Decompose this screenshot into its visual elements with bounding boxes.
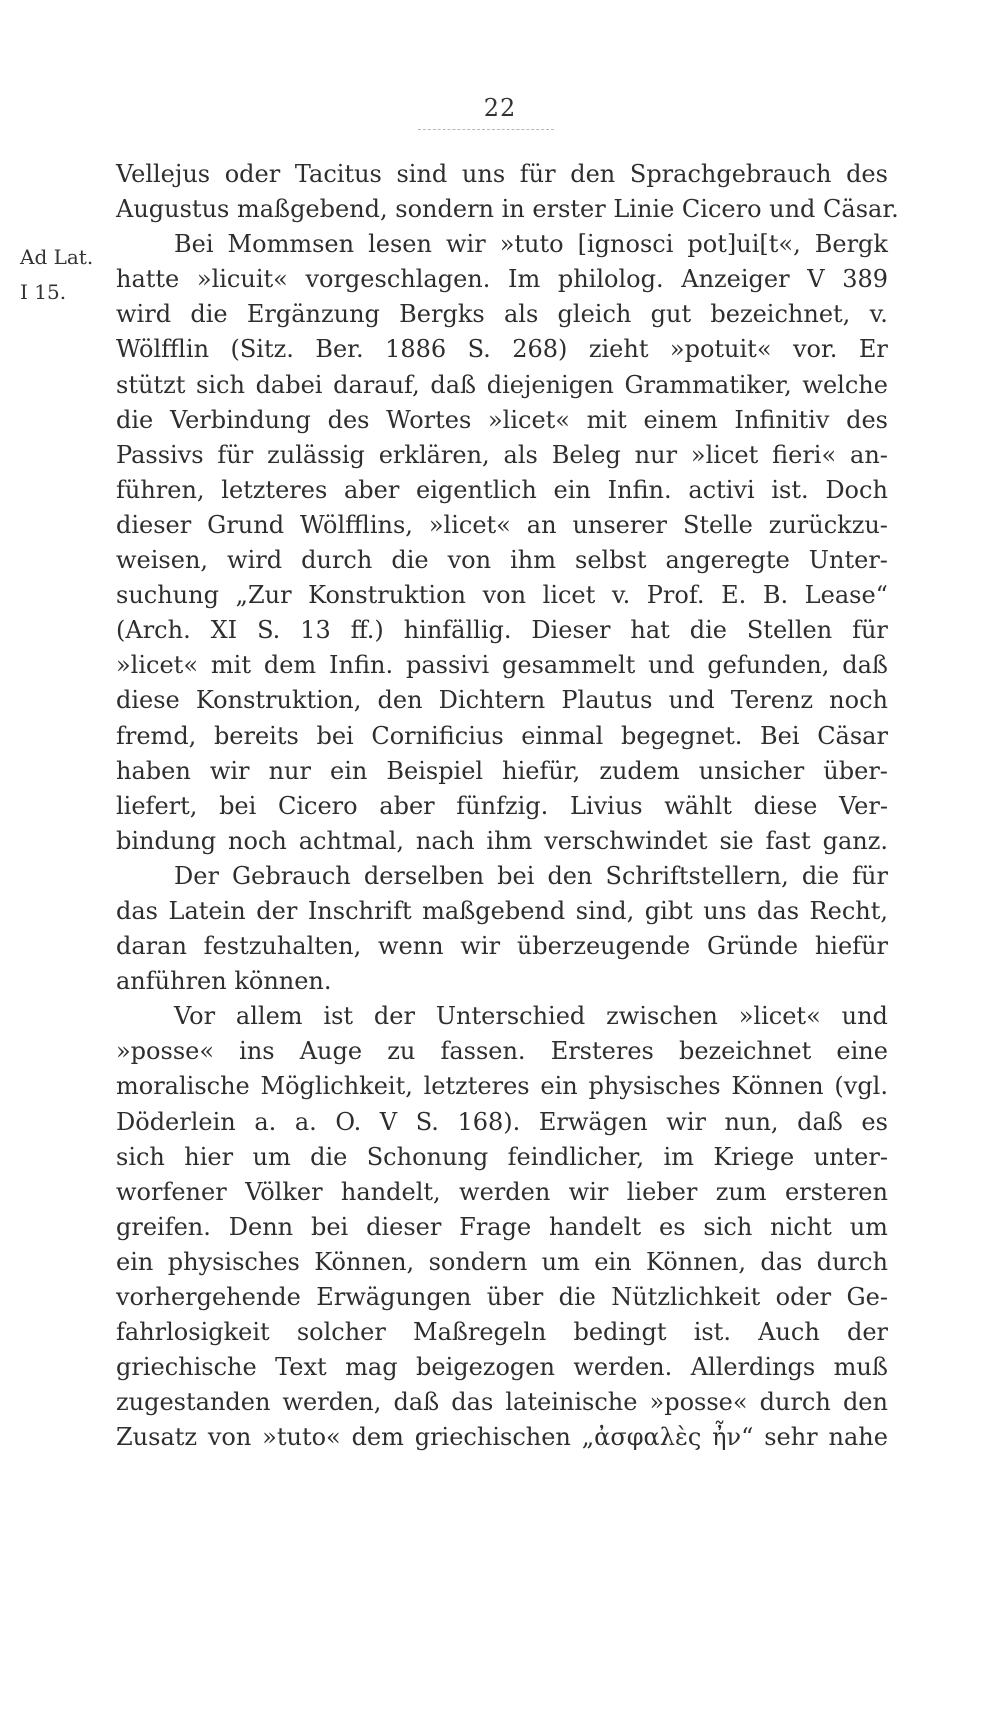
text-line: stützt sich dabei darauf, daß diejenigen Grammatiker, welche <box>116 370 888 399</box>
text-line: moralische Möglichkeit, letzteres ein physisches Können (vgl. <box>116 1072 888 1101</box>
text-line: dieser Grund Wölfflins, »licet« an unserer Stelle zurückzu- <box>116 510 888 539</box>
text-line: diese Konstruktion, den Dichtern Plautus und Terenz noch <box>116 686 888 715</box>
text-line: sich hier um die Schonung feindlicher, im Kriege unter- <box>116 1142 888 1171</box>
text-line: (Arch. XI S. 13 ff.) hinfällig. Dieser hat die Stellen für <box>116 616 888 645</box>
text-line: anführen können. <box>116 967 332 996</box>
margin-note <box>20 240 93 310</box>
margin-note-line-1: Ad Lat. <box>20 245 94 269</box>
text-line: Der Gebrauch derselben bei den Schriftstellern, die für <box>174 861 888 890</box>
text-line: Zusatz von »tuto« dem griechischen „ἀσφαλὲς ἦν“ sehr nahe <box>116 1423 888 1452</box>
text-line: die Verbindung des Wortes »licet« mit einem Infinitiv des <box>116 405 888 434</box>
text-line: suchung „Zur Konstruktion von licet v. Prof. E. B. Lease“ <box>116 581 888 610</box>
text-line: Vor allem ist der Unterschied zwischen »licet« und <box>174 1002 888 1031</box>
text-line: Wölfflin (Sitz. Ber. 1886 S. 268) zieht »potuit« vor. Er <box>116 335 888 364</box>
text-line: hatte »licuit« vorgeschlagen. Im philolog. Anzeiger V 389 <box>116 265 888 294</box>
text-line: zugestanden werden, daß das lateinische »posse« durch den <box>116 1388 888 1417</box>
text-line: wird die Ergänzung Bergks als gleich gut bezeichnet, v. <box>116 300 888 329</box>
margin-note-line-2: I 15. <box>20 280 67 304</box>
text-line: Vellejus oder Tacitus sind uns für den Sprachgebrauch des <box>116 160 888 188</box>
text-line: daran festzuhalten, wenn wir überzeugende Gründe hiefür <box>116 932 888 961</box>
text-line: weisen, wird durch die von ihm selbst angeregte Unter- <box>116 546 888 575</box>
text-line: Passivs für zulässig erklären, als Beleg nur »licet fieri« an- <box>116 440 888 469</box>
text-line: das Latein der Inschrift maßgebend sind, gibt uns das Recht, <box>116 896 888 925</box>
text-line: Bei Mommsen lesen wir »tuto [ignosci pot]ui[t«, Bergk <box>174 230 888 259</box>
text-line: griechische Text mag beigezogen werden. Allerdings muß <box>116 1353 888 1382</box>
text-line: vorhergehende Erwägungen über die Nützlichkeit oder Ge- <box>116 1283 888 1311</box>
text-line: bindung noch achtmal, nach ihm verschwindet sie fast ganz. <box>116 826 888 855</box>
text-line: worfener Völker handelt, werden wir lieber zum ersteren <box>116 1177 888 1206</box>
body-text <box>116 157 899 1455</box>
text-line: ein physisches Können, sondern um ein Können, das durch <box>116 1247 888 1276</box>
page-number-rule <box>418 129 554 130</box>
text-line: fremd, bereits bei Cornificius einmal begegnet. Bei Cäsar <box>116 721 888 750</box>
text-line: fahrlosigkeit solcher Maßregeln bedingt ist. Auch der <box>116 1318 888 1347</box>
text-line: Augustus maßgebend, sondern in erster Linie Cicero und Cäsar. <box>116 195 899 224</box>
page-number: 22 <box>483 94 517 122</box>
text-line: »licet« mit dem Infin. passivi gesammelt und gefunden, daß <box>116 651 888 680</box>
text-line: greifen. Denn bei dieser Frage handelt es sich nicht um <box>116 1212 888 1241</box>
text-line: führen, letzteres aber eigentlich ein Infin. activi ist. Doch <box>116 475 888 504</box>
text-line: Döderlein a. a. O. V S. 168). Erwägen wir nun, daß es <box>116 1107 888 1136</box>
text-line: haben wir nur ein Beispiel hiefür, zudem unsicher über- <box>116 756 888 785</box>
text-line: liefert, bei Cicero aber fünfzig. Livius wählt diese Ver- <box>116 791 888 820</box>
text-line: »posse« ins Auge zu fassen. Ersteres bezeichnet eine <box>116 1037 888 1066</box>
